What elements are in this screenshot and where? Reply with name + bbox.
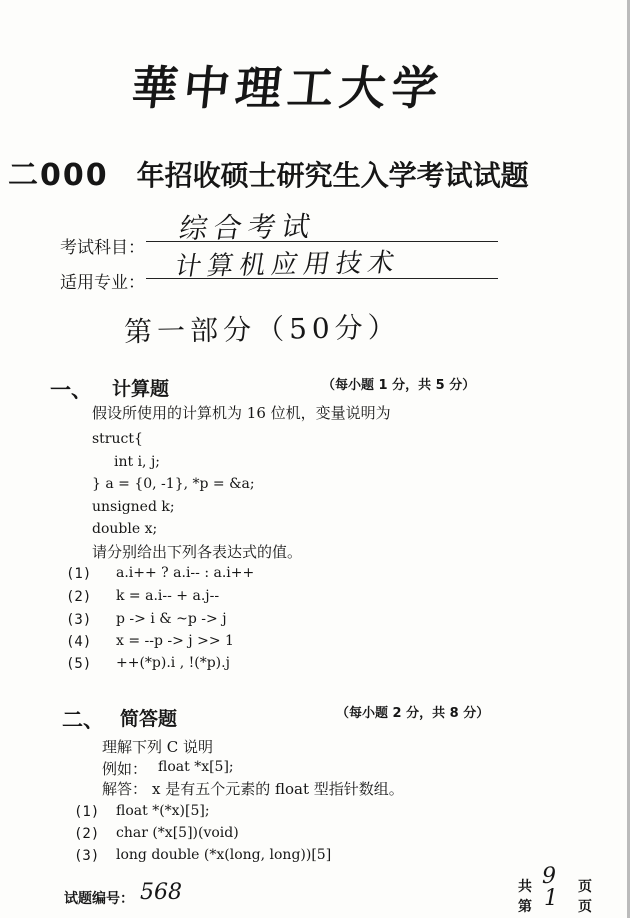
- page-number-unit: 页: [578, 899, 592, 915]
- code-line: int i, j;: [114, 454, 161, 470]
- question-number: (3): [74, 848, 100, 864]
- major-underline: [146, 278, 498, 279]
- section1-intro: 假设所使用的计算机为 16 位机，变量说明为: [92, 404, 391, 422]
- question-number: (1): [66, 566, 92, 582]
- section2-number: 二、: [62, 708, 104, 732]
- question-expression: char (*x[5])(void): [116, 825, 239, 841]
- question-expression: long double (*x(long, long))[5]: [116, 847, 332, 863]
- question-number: (1): [74, 804, 100, 820]
- code-line: } a = {0, -1}, *p = &a;: [92, 476, 255, 492]
- example-code: float *x[5];: [158, 759, 234, 775]
- subject-label: 考试科目：: [60, 238, 145, 258]
- question-expression: k = a.i-- + a.j--: [116, 588, 220, 604]
- question-expression: a.i++ ? a.i-- : a.i++: [116, 565, 255, 581]
- question-number: (5): [66, 656, 92, 672]
- major-value: 计算机应用技术: [172, 248, 403, 282]
- question-number: (2): [66, 589, 92, 605]
- question-expression: x = --p -> j >> 1: [116, 633, 234, 649]
- section1-number: 一、: [50, 378, 92, 402]
- page-number-prefix: 第: [518, 899, 532, 915]
- total-pages-prefix: 共: [518, 879, 532, 895]
- total-pages-value: 9: [542, 864, 556, 889]
- code-line: double x;: [92, 521, 158, 537]
- question-number: (4): [66, 634, 92, 650]
- total-pages-unit: 页: [578, 879, 592, 895]
- question-expression: float *(*x)[5];: [116, 803, 210, 819]
- question-number: (3): [66, 612, 92, 628]
- question-expression: ++(*p).i , !(*p).j: [116, 655, 230, 671]
- exam-code-label: 试题编号：: [64, 891, 134, 907]
- page-number-value: 1: [544, 886, 558, 911]
- section1-prompt: 请分别给出下列各表达式的值。: [92, 543, 303, 561]
- example-label: 例如：: [102, 760, 148, 778]
- section1-title: 计算题: [112, 378, 170, 400]
- code-line: struct{: [92, 431, 143, 447]
- exam-title-text: 年招收硕士研究生入学考试试题: [136, 159, 529, 192]
- subject-underline: [146, 241, 498, 242]
- major-label: 适用专业：: [60, 273, 145, 293]
- section2-title: 简答题: [120, 708, 178, 730]
- question-expression: p -> i & ~p -> j: [116, 611, 227, 627]
- code-line: unsigned k;: [92, 499, 175, 515]
- exam-title: [8, 150, 529, 194]
- exam-year: 二000: [8, 158, 109, 193]
- subject-value: 综合考试: [176, 209, 319, 246]
- answer-label: 解答：: [102, 780, 148, 798]
- part-title: 第一部分（50分）: [123, 310, 401, 349]
- section2-intro: 理解下列 C 说明: [102, 738, 214, 756]
- answer-text: x 是有五个元素的 float 型指针数组。: [152, 780, 404, 798]
- question-number: (2): [74, 826, 100, 842]
- exam-code-value: 568: [140, 880, 182, 905]
- section1-note: （每小题 1 分，共 5 分）: [322, 378, 476, 393]
- university-name: 華中理工大学: [128, 61, 447, 115]
- section2-note: （每小题 2 分，共 8 分）: [336, 706, 490, 721]
